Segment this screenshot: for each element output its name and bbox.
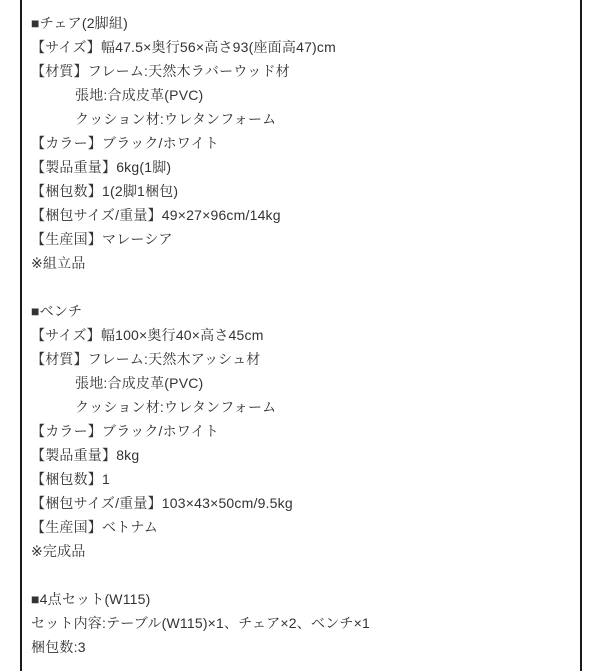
spec-row: クッション材:ウレタンフォーム [75,399,277,415]
spec-section [31,11,574,275]
spec-row: 梱包数:3 [31,639,86,655]
spec-row: 【梱包サイズ/重量】49×27×96cm/14kg [31,207,281,223]
spec-sections [22,0,580,659]
spec-row: クッション材:ウレタンフォーム [75,111,277,127]
spec-row: 【生産国】マレーシア [31,231,173,247]
spec-row: 【材質】フレーム:天然木アッシュ材 [31,351,261,367]
spec-row: 【材質】フレーム:天然木ラバーウッド材 [31,63,290,79]
spec-row: ※組立品 [31,255,86,271]
spec-row: 【梱包サイズ/重量】103×43×50cm/9.5kg [31,495,293,511]
section-heading: ■ベンチ [31,303,83,319]
spec-section [31,587,574,659]
spec-section [31,299,574,563]
spec-row: 【梱包数】1(2脚1梱包) [31,183,179,199]
section-heading: ■4点セット(W115) [31,591,151,607]
section-heading: ■チェア(2脚組) [31,15,128,31]
spec-row: 【製品重量】6kg(1脚) [31,159,172,175]
spec-row: 【サイズ】幅100×奥行40×高さ45cm [31,327,264,343]
spec-row: セット内容:テーブル(W115)×1、チェア×2、ベンチ×1 [31,615,370,631]
spec-row: 【カラー】ブラック/ホワイト [31,423,219,439]
spec-row: 【生産国】ベトナム [31,519,159,535]
spec-panel [20,0,582,671]
spec-row: 【カラー】ブラック/ホワイト [31,135,219,151]
spec-row: 【サイズ】幅47.5×奥行56×高さ93(座面高47)cm [31,39,336,55]
spec-row: ※完成品 [31,543,86,559]
spec-row: 【製品重量】8kg [31,447,140,463]
spec-row: 張地:合成皮革(PVC) [75,375,204,391]
spec-row: 張地:合成皮革(PVC) [75,87,204,103]
spec-row: 【梱包数】1 [31,471,110,487]
